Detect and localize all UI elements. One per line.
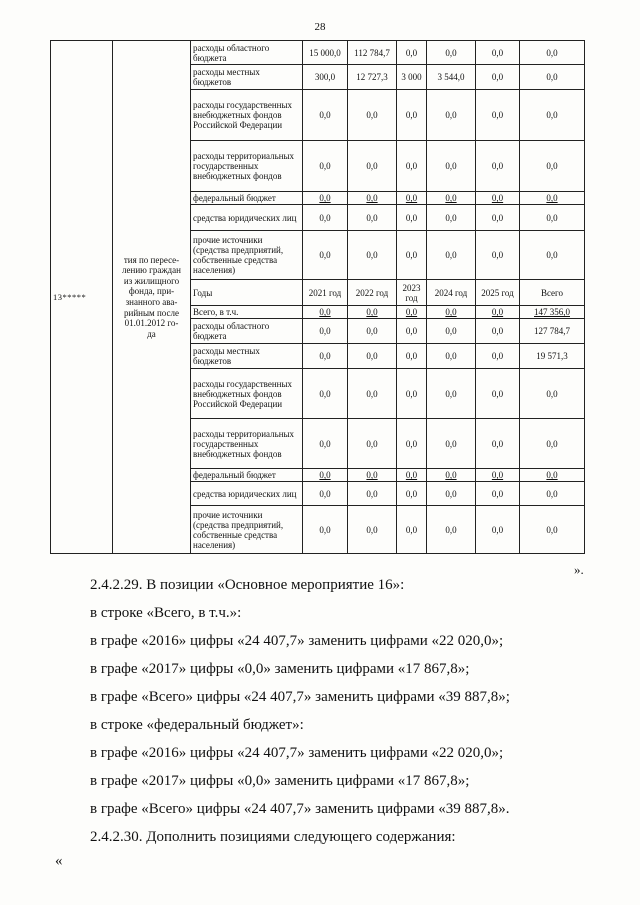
value-cell: 19 571,3 bbox=[520, 344, 585, 369]
value-cell: 0,0 bbox=[520, 141, 585, 192]
value-cell: 15 000,0 bbox=[303, 41, 348, 65]
value-cell: 0,0 bbox=[348, 205, 397, 231]
amendment-paragraph: в графе «Всего» цифры «24 407,7» заменить цифрами «39 887,8»; bbox=[90, 689, 510, 705]
value-cell: 0,0 bbox=[520, 231, 585, 280]
value-cell: 0,0 bbox=[520, 506, 585, 554]
value-cell: 127 784,7 bbox=[520, 319, 585, 344]
value-cell: 0,0 bbox=[427, 41, 476, 65]
value-cell: 0,0 bbox=[397, 319, 427, 344]
year-header-cell: 2023 год bbox=[397, 280, 427, 306]
measure-name-line: да bbox=[147, 328, 156, 339]
value-cell: 0,0 bbox=[427, 141, 476, 192]
value-cell: 0,0 bbox=[476, 306, 520, 319]
value-cell: 0,0 bbox=[397, 141, 427, 192]
source-cell: расходы государственных внебюджетных фондов Российской Федерации bbox=[191, 90, 303, 141]
value-cell: 0,0 bbox=[348, 306, 397, 319]
source-cell: расходы территориальных государственных внебюджетных фондов bbox=[191, 419, 303, 469]
year-header-cell: Всего bbox=[520, 280, 585, 306]
row-number: 13***** bbox=[53, 292, 87, 302]
value-cell: 0,0 bbox=[397, 306, 427, 319]
amendment-paragraph: в графе «Всего» цифры «24 407,7» заменить цифрами «39 887,8». bbox=[90, 801, 510, 817]
value-cell: 0,0 bbox=[303, 506, 348, 554]
value-cell: 0,0 bbox=[427, 369, 476, 419]
value-cell: 0,0 bbox=[348, 319, 397, 344]
value-cell: 0,0 bbox=[397, 41, 427, 65]
row-number-cell bbox=[51, 41, 113, 554]
value-cell: 0,0 bbox=[476, 41, 520, 65]
value-cell: 0,0 bbox=[397, 90, 427, 141]
value-cell: 0,0 bbox=[397, 419, 427, 469]
value-cell: 0,0 bbox=[476, 231, 520, 280]
value-cell: 0,0 bbox=[303, 192, 348, 205]
value-cell: 12 727,3 bbox=[348, 65, 397, 90]
value-cell: 0,0 bbox=[476, 344, 520, 369]
value-cell: 0,0 bbox=[520, 90, 585, 141]
measure-name-cell bbox=[113, 41, 191, 554]
value-cell: 0,0 bbox=[476, 369, 520, 419]
value-cell: 0,0 bbox=[303, 141, 348, 192]
closing-quote: ». bbox=[574, 562, 584, 577]
value-cell: 0,0 bbox=[427, 306, 476, 319]
amendment-paragraph: в графе «2017» цифры «0,0» заменить цифрами «17 867,8»; bbox=[90, 661, 470, 677]
value-cell: 0,0 bbox=[427, 419, 476, 469]
value-cell: 0,0 bbox=[520, 469, 585, 482]
budget-table bbox=[50, 40, 585, 554]
value-cell: 0,0 bbox=[520, 205, 585, 231]
source-cell: расходы государственных внебюджетных фондов Российской Федерации bbox=[191, 369, 303, 419]
amendment-paragraph: 2.4.2.30. Дополнить позициями следующего содержания: bbox=[90, 829, 456, 845]
source-cell: расходы областного бюджета bbox=[191, 41, 303, 65]
value-cell: 0,0 bbox=[520, 192, 585, 205]
measure-name-line: из жилищного bbox=[123, 275, 180, 286]
value-cell: 0,0 bbox=[397, 482, 427, 506]
value-cell: 147 356,0 bbox=[520, 306, 585, 319]
value-cell: 0,0 bbox=[476, 65, 520, 90]
value-cell: 0,0 bbox=[427, 344, 476, 369]
value-cell: 0,0 bbox=[303, 90, 348, 141]
value-cell: 0,0 bbox=[476, 506, 520, 554]
year-header-cell: 2025 год bbox=[476, 280, 520, 306]
value-cell: 0,0 bbox=[476, 482, 520, 506]
value-cell: 0,0 bbox=[397, 344, 427, 369]
value-cell: 0,0 bbox=[348, 419, 397, 469]
value-cell: 0,0 bbox=[520, 65, 585, 90]
value-cell: 0,0 bbox=[397, 192, 427, 205]
source-cell: расходы местных бюджетов bbox=[191, 344, 303, 369]
value-cell: 0,0 bbox=[397, 469, 427, 482]
source-cell: расходы территориальных государственных внебюджетных фондов bbox=[191, 141, 303, 192]
value-cell: 0,0 bbox=[476, 319, 520, 344]
measure-name-line: лению граждан bbox=[122, 265, 181, 276]
amendment-paragraph: в графе «2016» цифры «24 407,7» заменить цифрами «22 020,0»; bbox=[90, 745, 504, 761]
value-cell: 0,0 bbox=[348, 90, 397, 141]
value-cell: 0,0 bbox=[427, 231, 476, 280]
value-cell: 0,0 bbox=[520, 369, 585, 419]
value-cell: 0,0 bbox=[476, 192, 520, 205]
value-cell: 0,0 bbox=[427, 482, 476, 506]
value-cell: 0,0 bbox=[397, 369, 427, 419]
value-cell: 0,0 bbox=[427, 205, 476, 231]
value-cell: 0,0 bbox=[303, 482, 348, 506]
value-cell: 3 544,0 bbox=[427, 65, 476, 90]
source-cell: прочие источники (средства предприятий, собственные средства населения) bbox=[191, 506, 303, 554]
source-cell: прочие источники (средства предприятий, собственные средства населения) bbox=[191, 231, 303, 280]
value-cell: 0,0 bbox=[476, 419, 520, 469]
source-cell: расходы местных бюджетов bbox=[191, 65, 303, 90]
value-cell: 0,0 bbox=[427, 192, 476, 205]
value-cell: 0,0 bbox=[303, 205, 348, 231]
value-cell: 0,0 bbox=[476, 90, 520, 141]
amendment-paragraph: в строке «федеральный бюджет»: bbox=[90, 717, 304, 733]
measure-name-line: знанного ава- bbox=[125, 297, 178, 307]
source-cell: федеральный бюджет bbox=[191, 469, 303, 482]
amendment-paragraph: в графе «2017» цифры «0,0» заменить цифрами «17 867,8»; bbox=[90, 773, 470, 789]
value-cell: 0,0 bbox=[348, 231, 397, 280]
value-cell: 0,0 bbox=[476, 469, 520, 482]
value-cell: 0,0 bbox=[303, 344, 348, 369]
value-cell: 0,0 bbox=[520, 419, 585, 469]
measure-name-line: рийным после bbox=[124, 307, 179, 318]
value-cell: 0,0 bbox=[397, 205, 427, 231]
value-cell: 0,0 bbox=[476, 141, 520, 192]
measure-name-line: тия по пересе- bbox=[123, 254, 180, 265]
value-cell: 0,0 bbox=[520, 41, 585, 65]
source-cell: Всего, в т.ч. bbox=[191, 306, 303, 319]
value-cell: 0,0 bbox=[520, 482, 585, 506]
year-header-cell: 2022 год bbox=[348, 280, 397, 306]
measure-name-line: 01.01.2012 го- bbox=[124, 318, 179, 329]
value-cell: 0,0 bbox=[303, 306, 348, 319]
value-cell: 0,0 bbox=[427, 506, 476, 554]
source-cell: средства юридических лиц bbox=[191, 482, 303, 506]
value-cell: 0,0 bbox=[348, 141, 397, 192]
year-header-cell: 2024 год bbox=[427, 280, 476, 306]
page-number: 28 bbox=[314, 21, 326, 33]
source-cell: средства юридических лиц bbox=[191, 205, 303, 231]
value-cell: 3 000 bbox=[397, 65, 427, 90]
value-cell: 0,0 bbox=[348, 506, 397, 554]
value-cell: 0,0 bbox=[397, 506, 427, 554]
amendment-paragraph: 2.4.2.29. В позиции «Основное мероприятие 16»: bbox=[90, 577, 405, 593]
year-header-cell: 2021 год bbox=[303, 280, 348, 306]
value-cell: 0,0 bbox=[427, 469, 476, 482]
value-cell: 300,0 bbox=[303, 65, 348, 90]
amendment-paragraph: в строке «Всего, в т.ч.»: bbox=[90, 605, 242, 621]
value-cell: 0,0 bbox=[303, 231, 348, 280]
value-cell: 0,0 bbox=[427, 319, 476, 344]
opening-quote: « bbox=[55, 853, 63, 869]
source-cell: расходы областного бюджета bbox=[191, 319, 303, 344]
value-cell: 0,0 bbox=[348, 369, 397, 419]
value-cell: 0,0 bbox=[348, 482, 397, 506]
value-cell: 0,0 bbox=[303, 469, 348, 482]
value-cell: 0,0 bbox=[397, 231, 427, 280]
value-cell: 0,0 bbox=[303, 319, 348, 344]
measure-name-line: фонда, при- bbox=[128, 286, 175, 297]
value-cell: 0,0 bbox=[303, 419, 348, 469]
value-cell: 0,0 bbox=[303, 369, 348, 419]
source-cell: федеральный бюджет bbox=[191, 192, 303, 205]
years-label: Годы bbox=[191, 280, 303, 306]
value-cell: 0,0 bbox=[348, 344, 397, 369]
value-cell: 112 784,7 bbox=[348, 41, 397, 65]
value-cell: 0,0 bbox=[427, 90, 476, 141]
amendment-paragraph: в графе «2016» цифры «24 407,7» заменить цифрами «22 020,0»; bbox=[90, 633, 504, 649]
value-cell: 0,0 bbox=[348, 469, 397, 482]
value-cell: 0,0 bbox=[476, 205, 520, 231]
value-cell: 0,0 bbox=[348, 192, 397, 205]
